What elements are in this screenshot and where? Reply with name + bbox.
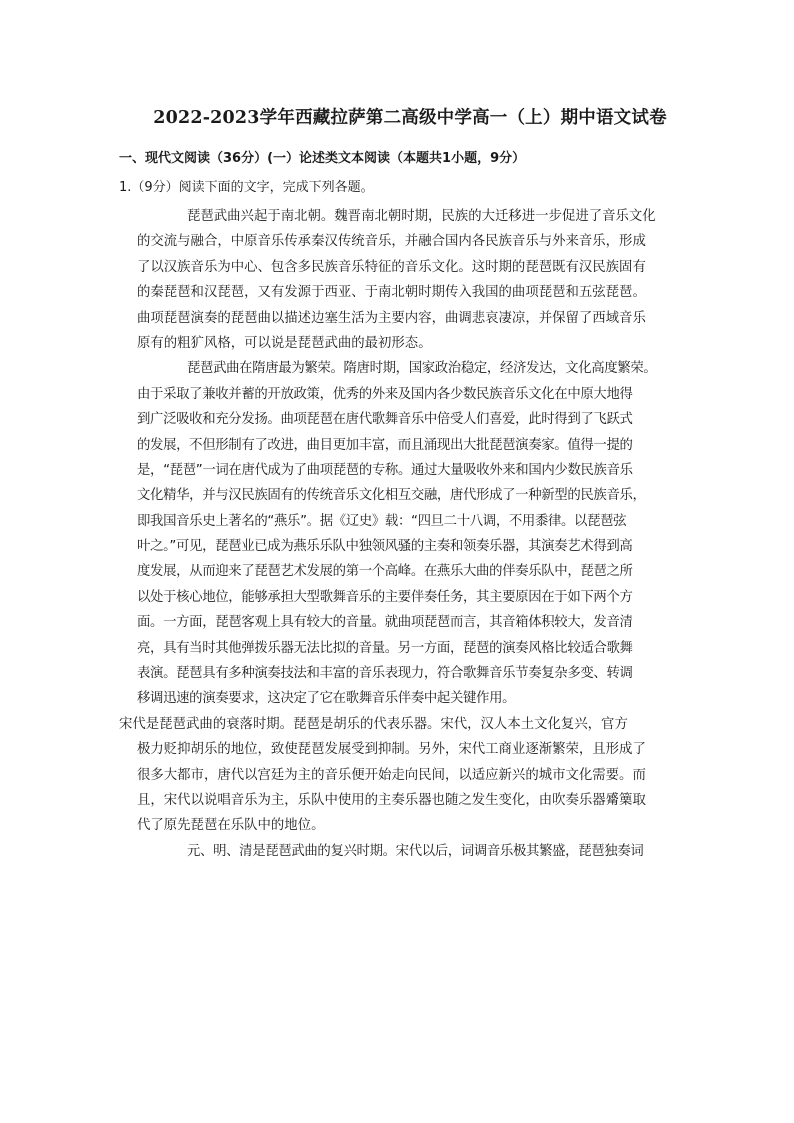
- passage-line: 以处于核心地位，能够承担大型歌舞音乐的主要伴奏任务，其主要原因在于如下两个方: [137, 589, 633, 605]
- passage-line: 琵琶武曲兴起于南北朝。魏晋南北朝时期，民族的大迁移进一步促进了音乐文化: [187, 209, 656, 224]
- passage-line: 的发展，不但形制有了改进，曲目更加丰富，而且涌现出大批琵琶演奏家。值得一提的: [137, 437, 633, 453]
- passage-line: 由于采取了兼收并蓄的开放政策，优秀的外来及国内各少数民族音乐文化在中原大地得: [137, 386, 633, 402]
- passage-line: 很多大都市，唐代以宫廷为主的音乐便开始走向民间，以适应新兴的城市文化需要。而: [137, 767, 646, 783]
- passage-line: 元、明、清是琵琶武曲的复兴时期。宋代以后，词调音乐极其繁盛，琵琶独奏词: [187, 843, 644, 859]
- question-intro: 1.（9分）阅读下面的文字，完成下列各题。: [119, 180, 374, 195]
- passage-line: 亮，具有当时其他弹拨乐器无法比拟的音量。另一方面，琵琶的演奏风格比较适合歌舞: [137, 640, 633, 656]
- passage-line: 宋代是琵琶武曲的衰落时期。琵琶是胡乐的代表乐器。宋代，汉人本土文化复兴，官方: [119, 716, 628, 732]
- passage: [119, 204, 677, 864]
- passage-line: 叶之。”可见，琵琶业已成为燕乐乐队中独领风骚的主奏和领奏乐器，其演奏艺术得到高: [137, 539, 633, 555]
- passage-line: 的秦琵琶和汉琵琶，又有发源于西亚、于南北朝时期传入我国的曲项琵琶和五弦琵琶。: [137, 285, 646, 301]
- passage-line: 到广泛吸收和充分发扬。曲项琵琶在唐代歌舞音乐中倍受人们喜爱，此时得到了飞跃式: [137, 412, 633, 428]
- passage-line: 的交流与融合，中原音乐传承秦汉传统音乐，并融合国内各民族音乐与外来音乐，形成: [137, 234, 646, 250]
- passage-line: 代了原先琵琶在乐队中的地位。: [137, 818, 325, 834]
- passage-line: 面。一方面，琵琶客观上具有较大的音量。就曲项琵琶而言，其音箱体积较大，发音清: [137, 615, 633, 631]
- passage-line: 琵琶武曲在隋唐最为繁荣。隋唐时期，国家政治稳定，经济发达，文化高度繁荣。: [187, 361, 657, 377]
- passage-line: 原有的粗犷风格，可以说是琵琶武曲的最初形态。: [137, 335, 432, 351]
- exam-title: 2022-2023学年西藏拉萨第二高级中学高一（上）期中语文试卷: [153, 108, 667, 128]
- passage-line: 度发展，从而迎来了琵琶艺术发展的第一个高峰。在燕乐大曲的伴奏乐队中，琵琶之所: [137, 564, 633, 580]
- passage-line: 即我国音乐史上著名的“燕乐”。据《辽史》载：“四旦二十八调，不用黍律。以琵琶弦: [137, 513, 627, 529]
- passage-line: 文化精华，并与汉民族固有的传统音乐文化相互交融，唐代形成了一种新型的民族音乐，: [137, 488, 646, 504]
- passage-line: 表演。琵琶具有多种演奏技法和丰富的音乐表现力，符合歌舞音乐节奏复杂多变、转调: [137, 666, 633, 682]
- passage-line: 曲项琵琶演奏的琵琶曲以描述边塞生活为主要内容，曲调悲哀凄凉，并保留了西域音乐: [137, 310, 646, 326]
- section-heading: 一、现代文阅读（36分）(一）论述类文本阅读（本题共1小题，9分）: [119, 151, 526, 166]
- passage-line: 是，“琵琶”一词在唐代成为了曲项琵琶的专称。通过大量吸收外来和国内少数民族音乐: [137, 462, 633, 478]
- passage-line: 且，宋代以说唱音乐为主，乐队中使用的主奏乐器也随之发生变化，由吹奏乐器觱篥取: [137, 792, 646, 808]
- passage-line: 移调迅速的演奏要求，这决定了它在歌舞音乐伴奏中起关键作用。: [137, 691, 516, 707]
- passage-line: 了以汉族音乐为中心、包含多民族音乐特征的音乐文化。这时期的琵琶既有汉民族固有: [137, 259, 646, 275]
- passage-line: 极力贬抑胡乐的地位，致使琵琶发展受到抑制。另外，宋代工商业逐渐繁荣，且形成了: [137, 742, 646, 758]
